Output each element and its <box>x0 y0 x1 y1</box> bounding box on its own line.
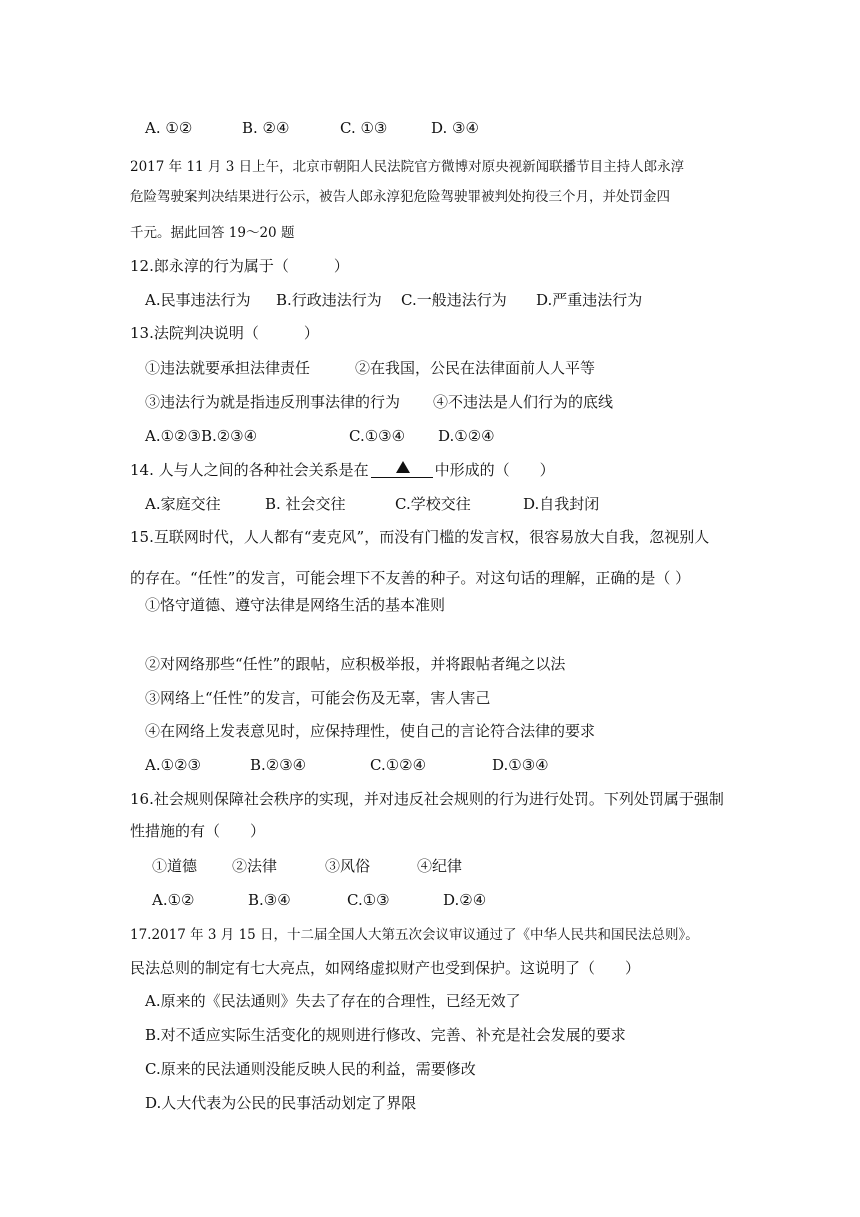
passage-line-1: 2017 年 11 月 3 日上午，北京市朝阳人民法院官方微博对原央视新闻联播节目主持人郎永淳 <box>130 159 685 175</box>
q17-line-1: 17.2017 年 3 月 15 日，十二届全国人大第五次会议审议通过了《中华人民共和国民法总则》。 <box>130 927 699 943</box>
q16-items <box>152 856 462 876</box>
q14-stem-before: 14. 人与人之间的各种社会关系是在 <box>130 461 369 479</box>
q12-options <box>145 290 642 310</box>
q15-item-1: ①恪守道德、遵守法律是网络生活的基本准则 <box>145 596 446 614</box>
q16-option-d: D.②④ <box>443 891 487 909</box>
q13-items-row-2 <box>145 392 613 412</box>
q13-items-row-1 <box>145 358 595 378</box>
q12-option-a: A.民事违法行为 <box>145 291 251 309</box>
q15-option-a: A.①②③ <box>145 756 201 774</box>
q13-item-3: ③违法行为就是指违反刑事法律的行为 <box>145 393 401 411</box>
q12-option-d: D.严重违法行为 <box>536 291 643 309</box>
q12-stem: 12.郎永淳的行为属于（ ） <box>130 257 349 275</box>
q12-option-b: B.行政违法行为 <box>276 291 382 309</box>
q17-option-b: B.对不适应实际生活变化的规则进行修改、完善、补充是社会发展的要求 <box>145 1026 626 1044</box>
q17-line-2: 民法总则的制定有七大亮点，如网络虚拟财产也受到保护。这说明了（ ） <box>130 959 641 977</box>
q14-option-b: B. 社会交往 <box>265 495 346 513</box>
q15-option-c: C.①②④ <box>370 756 427 774</box>
q14-stem-after: 中形成的（ ） <box>434 461 555 479</box>
q13-item-4: ④不违法是人们行为的底线 <box>433 393 614 411</box>
q13-item-1: ①违法就要承担法律责任 <box>145 359 311 377</box>
q16-item-2: ②法律 <box>232 857 278 875</box>
q17-option-c: C.原来的民法通则没能反映人民的利益，需要修改 <box>145 1060 476 1078</box>
q16-item-3: ③风俗 <box>325 857 371 875</box>
q13-option-d: D.①②④ <box>438 427 495 445</box>
option-a: A. ①② <box>145 119 193 137</box>
option-c: C. ①③ <box>340 119 388 137</box>
q14-blank <box>371 459 433 478</box>
q16-option-a: A.①② <box>152 891 195 909</box>
q14-option-d: D.自我封闭 <box>523 495 600 513</box>
q16-item-1: ①道德 <box>152 857 198 875</box>
q15-line-2: 的存在。“任性”的发言，可能会埋下不友善的种子。对这句话的理解，正确的是（ ） <box>130 569 691 587</box>
q15-option-d: D.①③④ <box>492 756 549 774</box>
top-options <box>145 118 479 138</box>
q16-option-b: B.③④ <box>248 891 291 909</box>
q14-option-a: A.家庭交往 <box>145 495 221 513</box>
q13-option-ab: A.①②③B.②③④ <box>145 427 258 445</box>
triangle-icon <box>396 461 410 473</box>
q13-stem: 13.法院判决说明（ ） <box>130 324 319 342</box>
q13-options <box>145 426 495 446</box>
q13-option-c: C.①③④ <box>349 427 406 445</box>
q13-item-2: ②在我国，公民在法律面前人人平等 <box>355 359 596 377</box>
q15-line-1: 15.互联网时代，人人都有“麦克风”，而没有门槛的发言权，很容易放大自我，忽视别人 <box>130 528 710 546</box>
option-d: D. ③④ <box>431 119 479 137</box>
q14-stem <box>130 459 555 480</box>
q15-item-4: ④在网络上发表意见时，应保持理性，使自己的言论符合法律的要求 <box>145 722 596 740</box>
q17-option-a: A.原来的《民法通则》失去了存在的合理性，已经无效了 <box>145 992 521 1010</box>
q12-option-c: C.一般违法行为 <box>401 291 507 309</box>
q14-options <box>145 494 599 514</box>
q15-options <box>145 755 549 775</box>
q15-item-2: ②对网络那些“任性”的跟帖，应积极举报，并将跟帖者绳之以法 <box>145 655 566 673</box>
q15-item-3: ③网络上“任性”的发言，可能会伤及无辜，害人害己 <box>145 689 491 707</box>
option-b: B. ②④ <box>242 119 290 137</box>
q16-item-4: ④纪律 <box>417 857 463 875</box>
q16-line-2: 性措施的有（ ） <box>130 822 266 840</box>
q16-option-c: C.①③ <box>347 891 390 909</box>
q14-option-c: C.学校交往 <box>395 495 471 513</box>
q15-option-b: B.②③④ <box>250 756 307 774</box>
q16-line-1: 16.社会规则保障社会秩序的实现，并对违反社会规则的行为进行处罚。下列处罚属于强制 <box>130 790 724 808</box>
passage-line-3: 千元。据此回答 19～20 题 <box>130 225 295 241</box>
passage-line-2: 危险驾驶案判决结果进行公示，被告人郎永淳犯危险驾驶罪被判处拘役三个月，并处罚金四 <box>130 189 670 205</box>
q17-option-d: D.人大代表为公民的民事活动划定了界限 <box>145 1094 417 1112</box>
q16-options <box>152 890 486 910</box>
